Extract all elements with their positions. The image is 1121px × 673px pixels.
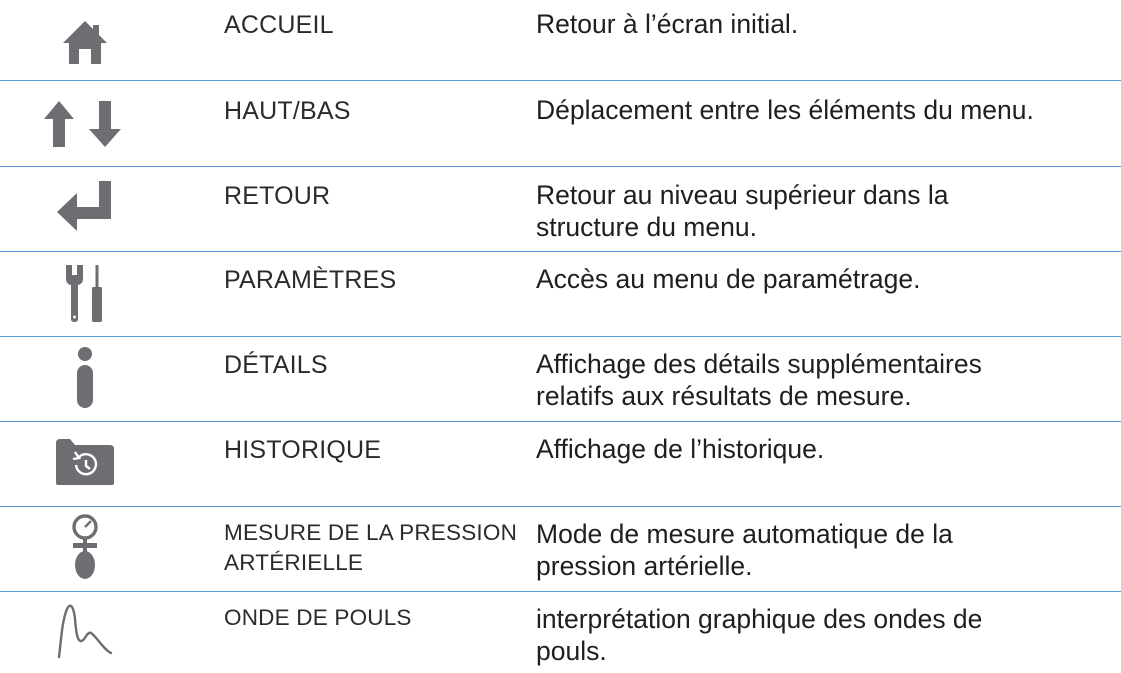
blood-pressure-cuff-icon (30, 514, 140, 580)
row-description: Retour à l’écran initial. (536, 9, 799, 39)
row-separator (0, 251, 1121, 252)
row-separator (0, 506, 1121, 507)
home-icon (30, 16, 140, 68)
row-name: MESURE DE LA PRESSION ARTÉRIELLE (224, 520, 518, 575)
row-name: RETOUR (224, 182, 331, 210)
row-name: ACCUEIL (224, 11, 334, 39)
row-description: Retour au niveau supérieur dans la structure du menu. (536, 180, 949, 242)
row-name: HISTORIQUE (224, 436, 382, 464)
row-name: HAUT/BAS (224, 97, 351, 125)
row-name: ONDE DE POULS (224, 605, 412, 630)
wrench-screwdriver-icon (30, 262, 140, 324)
row-description: Affichage des détails supplémentaires relatifs aux résultats de mesure. (536, 349, 982, 411)
row-separator (0, 336, 1121, 337)
row-description: Mode de mesure automatique de la pression artérielle. (536, 519, 953, 581)
row-separator (0, 421, 1121, 422)
return-arrow-icon (30, 178, 140, 234)
row-description: interprétation graphique des ondes de pouls. (536, 604, 983, 666)
row-description: Déplacement entre les éléments du menu. (536, 95, 1034, 125)
pulse-wave-icon (30, 600, 140, 662)
info-icon (30, 346, 140, 410)
row-separator (0, 166, 1121, 167)
row-description: Accès au menu de paramétrage. (536, 264, 921, 294)
up-down-arrows-icon (30, 98, 140, 150)
row-separator (0, 80, 1121, 81)
row-description: Affichage de l’historique. (536, 434, 825, 464)
row-name: DÉTAILS (224, 351, 328, 379)
row-separator (0, 591, 1121, 592)
history-folder-icon (30, 434, 140, 488)
row-name: PARAMÈTRES (224, 266, 397, 294)
